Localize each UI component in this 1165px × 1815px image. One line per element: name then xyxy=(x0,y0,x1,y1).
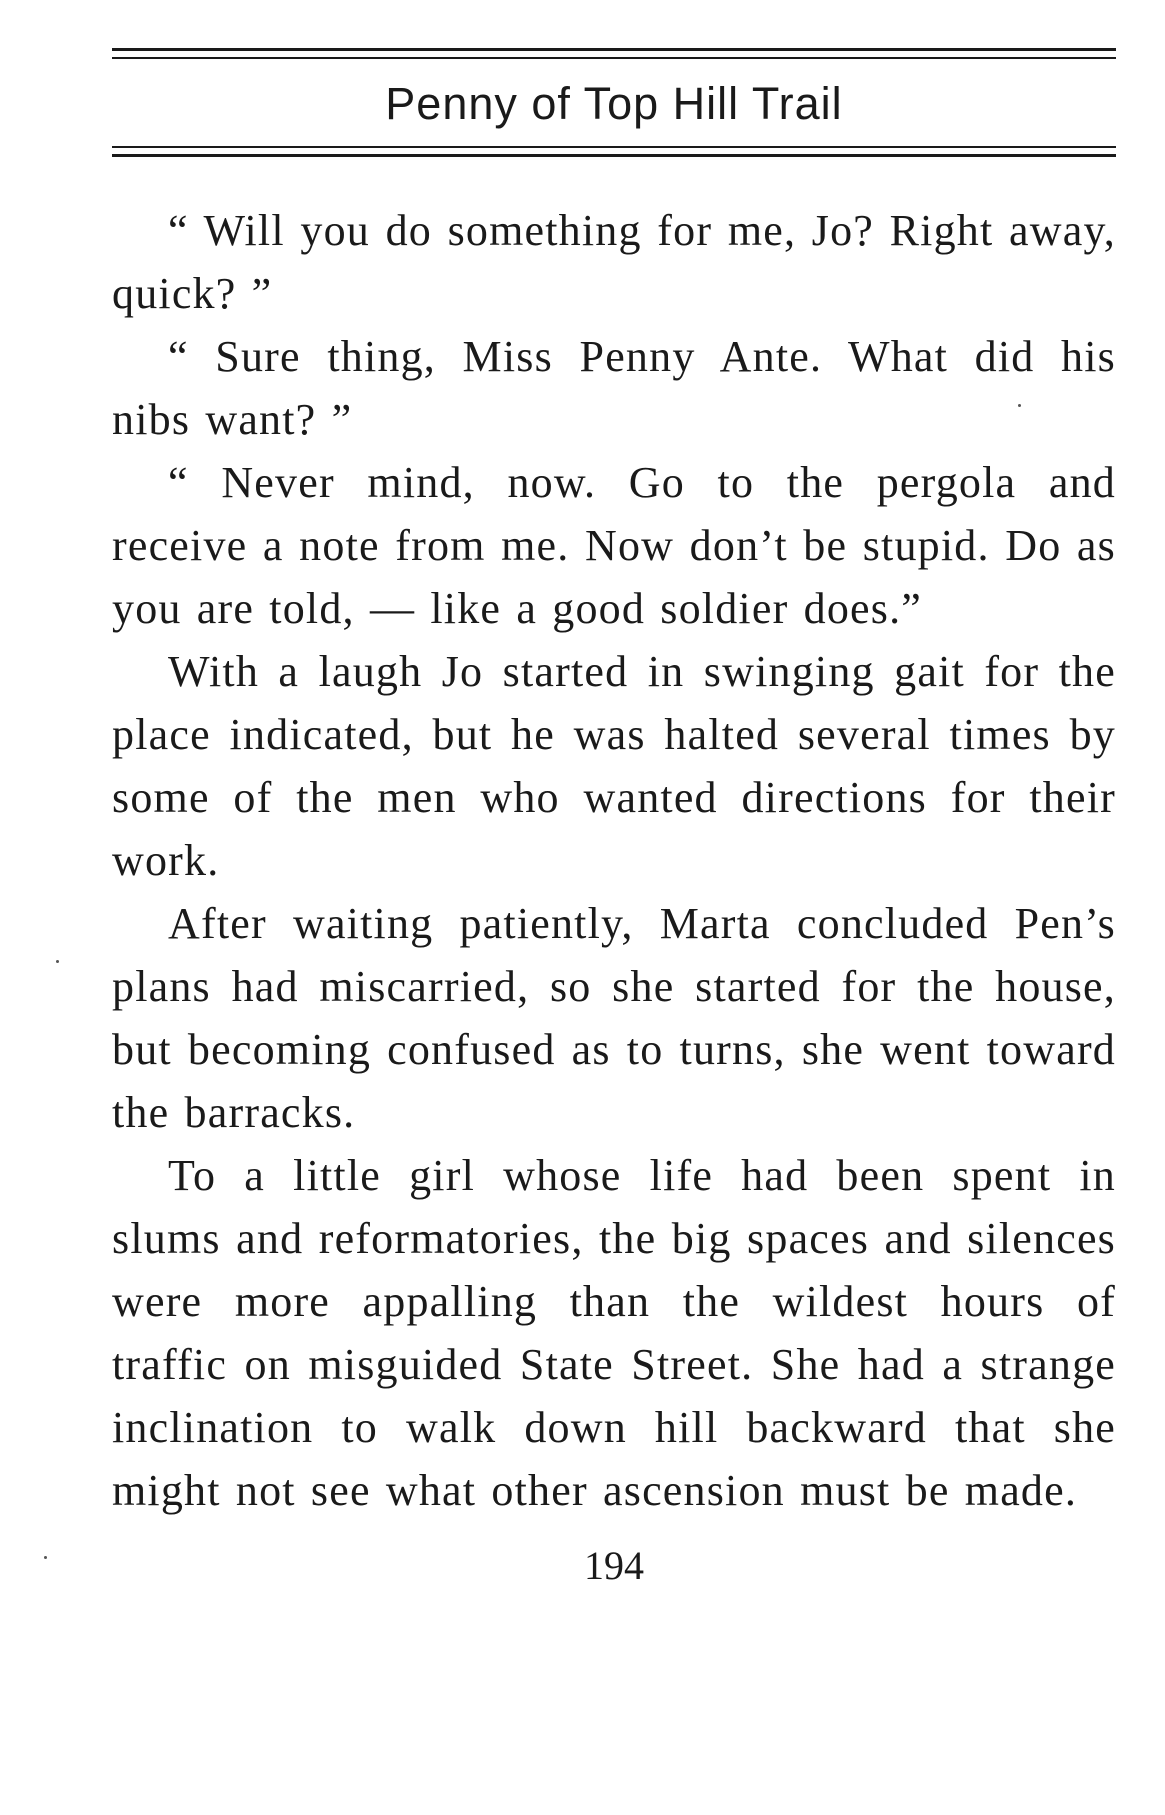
paragraph: “ Never mind, now. Go to the pergola and receive a note from me. Now don’t be stupid. Do as you are told, — like a good soldier does.” xyxy=(112,458,1116,633)
paragraph: To a little girl whose life had been spent in slums and reformatories, the big spaces and silences were more appalling than the wildest hours of traffic on misguided State Street. She had a strange inclination to walk down hill backward that she might not see what other ascension must be made. xyxy=(112,1151,1116,1515)
scan-speck xyxy=(44,1556,47,1559)
scan-speck xyxy=(56,960,59,963)
running-head-title: Penny of Top Hill Trail xyxy=(385,78,843,129)
paragraph: “ Will you do something for me, Jo? Right away, quick? ” xyxy=(112,206,1116,318)
body-text xyxy=(112,199,1116,1522)
paragraph: With a laugh Jo started in swinging gait for the place indicated, but he was halted several times by some of the men who wanted directions for their work. xyxy=(112,647,1116,885)
rule-line xyxy=(112,48,1116,51)
rule-line xyxy=(112,154,1116,157)
header-rule-top xyxy=(112,48,1116,59)
paragraph: “ Sure thing, Miss Penny Ante. What did his nibs want? ” xyxy=(112,332,1116,444)
rule-line xyxy=(112,146,1116,148)
header-rule-bottom xyxy=(112,146,1116,157)
paragraph: After waiting patiently, Marta concluded Pen’s plans had miscarried, so she started for the house, but becoming confused as to turns, she went toward the barracks. xyxy=(112,899,1116,1137)
book-page xyxy=(112,48,1116,1586)
page-number: 194 xyxy=(584,1543,644,1588)
scan-speck xyxy=(1018,404,1021,407)
